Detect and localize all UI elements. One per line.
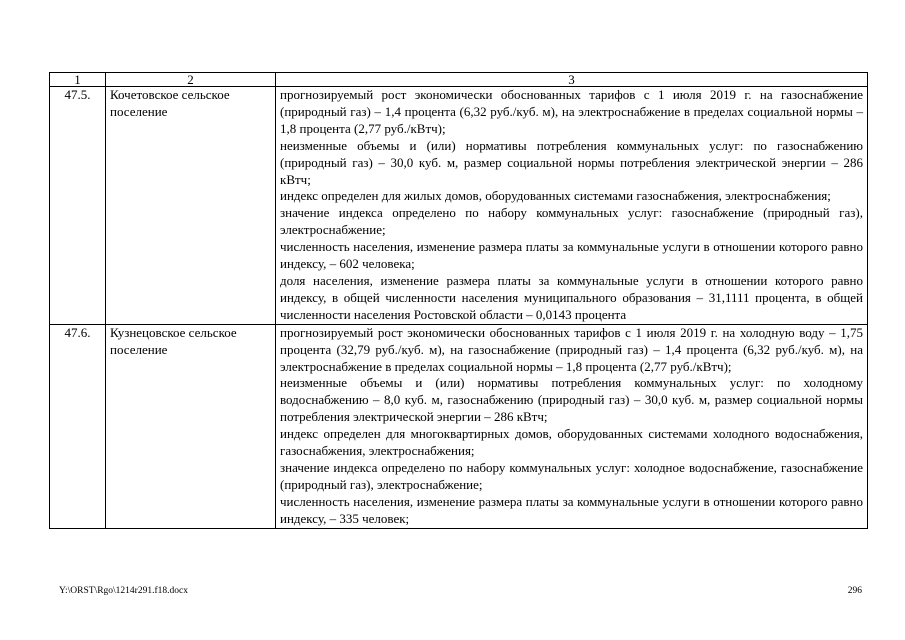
settlement-name: Кузнецовское сельское поселение [106,324,276,528]
tariff-index-table [49,72,868,529]
paragraph: индекс определен для жилых домов, оборудованных системами газоснабжения, электроснабжения; [280,188,831,204]
footer-file-path: Y:\ORST\Rgo\1214r291.f18.docx [59,586,188,596]
paragraph: прогнозируемый рост экономически обоснованных тарифов с 1 июля 2019 г. на холодную воду – 1,75 процента (32,79 руб./куб. м), на газоснабжение (природный газ) – 1,4 процента (6,32 руб./куб. м), на электроснабжение в пределах социальной нормы – 1,8 процента (2,77 руб./кВтч); [280,324,863,374]
paragraph: индекс определен для многоквартирных домов, оборудованных системами холодного водоснабжения, газоснабжения, электроснабжения; [280,426,863,459]
paragraph: неизменные объемы и (или) нормативы потребления коммунальных услуг: по газоснабжению (природный газ) – 30,0 куб. м, размер социальной нормы потребления электрической энергии – 286 кВтч; [280,137,863,187]
column-number-1: 1 [50,73,106,87]
row-number: 47.5. [50,87,106,325]
row-description [276,324,868,528]
table-row [50,87,868,325]
paragraph: доля населения, изменение размера платы за коммунальные услуги в отношении которого равно индексу, в общей численности населения муниципального образования – 31,1111 процента, в общей численности населения Ростовской области – 0,0143 процента [280,272,863,322]
paragraph: значение индекса определено по набору коммунальных услуг: газоснабжение (природный газ), электроснабжение; [280,205,863,238]
row-number: 47.6. [50,324,106,528]
column-number-3: 3 [276,73,868,87]
paragraph: значение индекса определено по набору коммунальных услуг: холодное водоснабжение, газоснабжение (природный газ), электроснабжение; [280,459,863,492]
table-row [50,324,868,528]
row-description [276,87,868,325]
table-header-row [50,73,868,87]
settlement-name: Кочетовское сельское поселение [106,87,276,325]
paragraph: численность населения, изменение размера платы за коммунальные услуги в отношении которого равно индексу, – 602 человека; [280,239,863,272]
paragraph: неизменные объемы и (или) нормативы потребления коммунальных услуг: по холодному водоснабжению – 8,0 куб. м, газоснабжению (природный газ) – 30,0 куб. м, размер социальной нормы потребления электрической энергии – 286 кВтч; [280,375,863,425]
paragraph: прогнозируемый рост экономически обоснованных тарифов с 1 июля 2019 г. на газоснабжение (природный газ) – 1,4 процента (6,32 руб./куб. м), на электроснабжение в пределах социальной нормы – 1,8 процента (2,77 руб./кВтч); [280,87,863,136]
paragraph: численность населения, изменение размера платы за коммунальные услуги в отношении которого равно индексу, – 335 человек; [280,493,863,526]
column-number-2: 2 [106,73,276,87]
footer-page-number: 296 [847,586,862,596]
